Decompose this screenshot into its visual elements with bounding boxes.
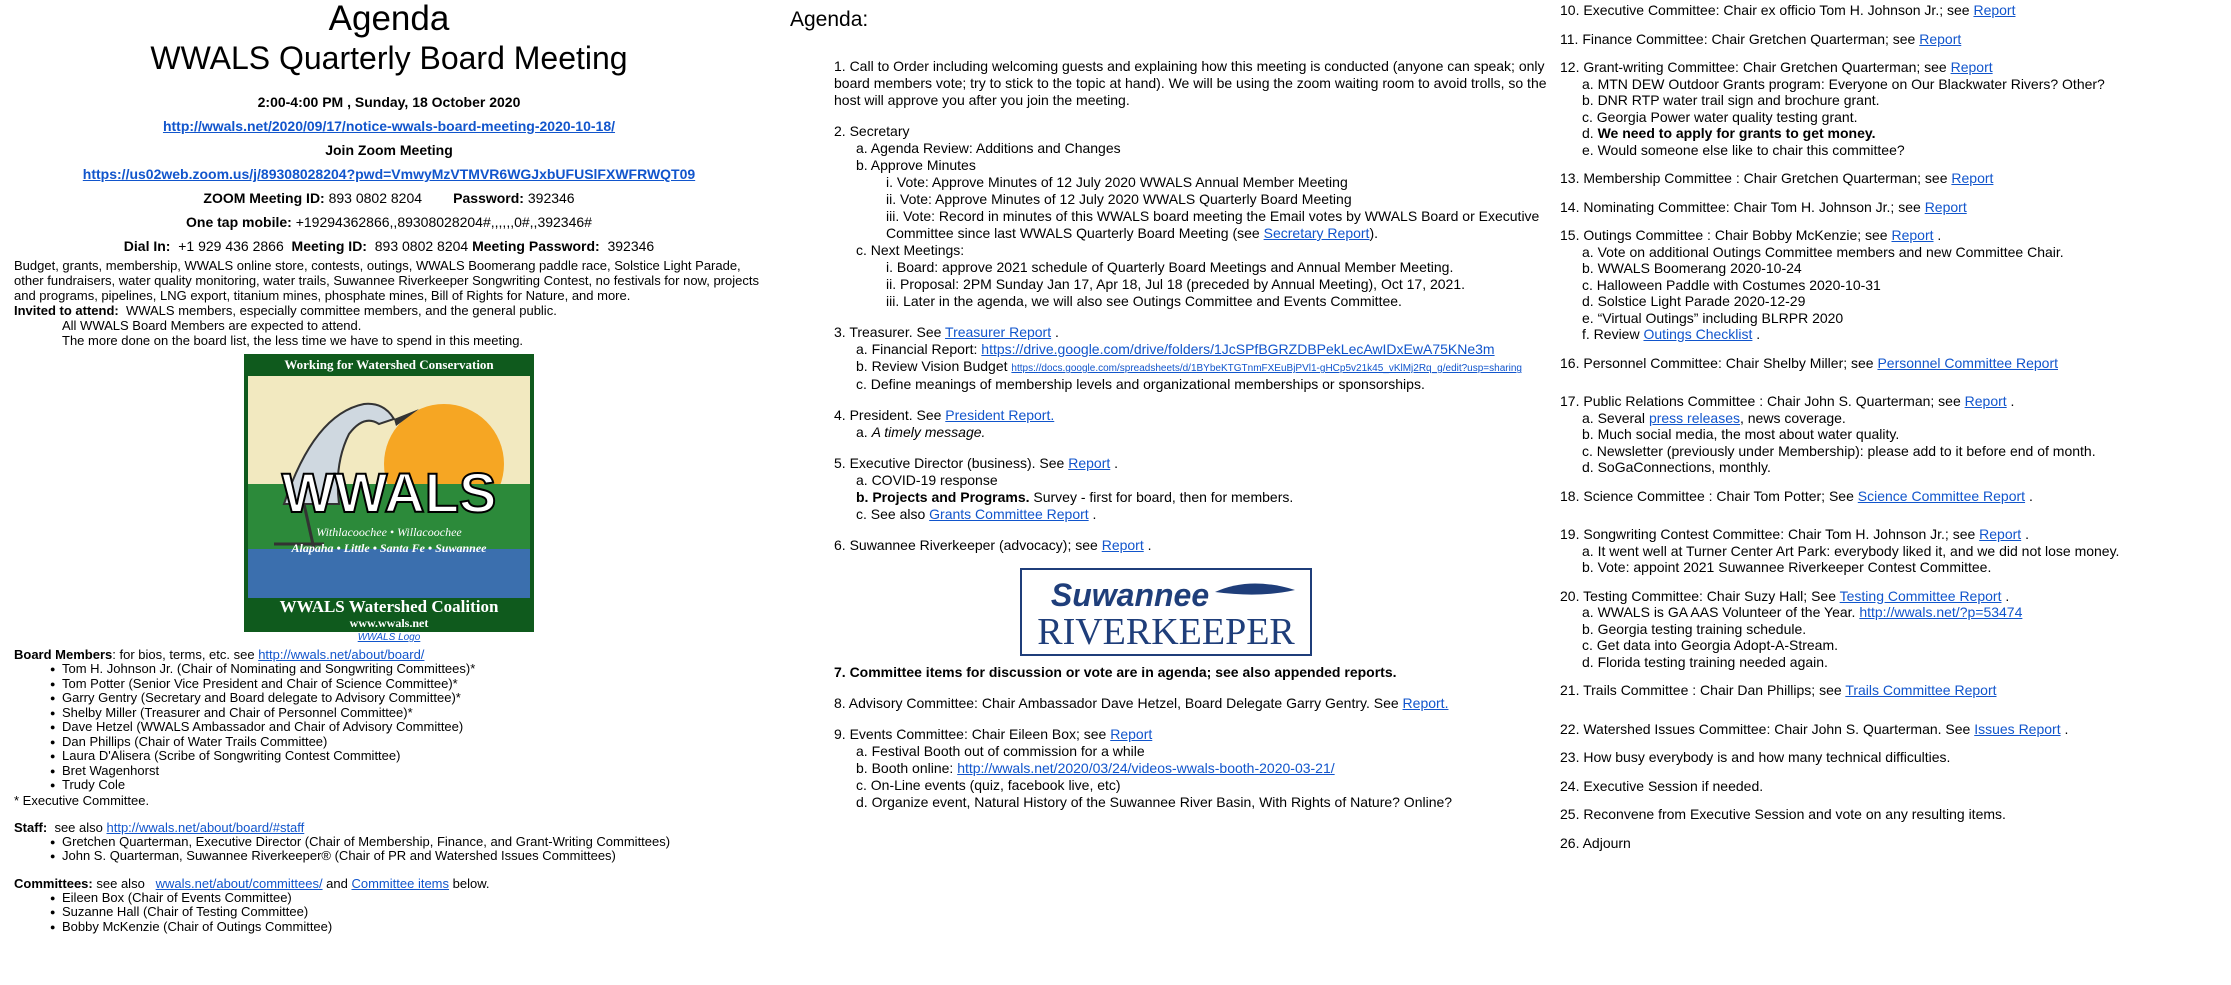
exec-note: * Executive Committee.: [14, 792, 150, 808]
list-item: ● Dan Phillips (Chair of Water Trails Committee): [14, 735, 764, 750]
list-item: ● Trudy Cole: [14, 778, 764, 793]
item-26: 26. Adjourn: [1560, 834, 1631, 851]
item-10: 10. Executive Committee: Chair ex officio Tom H. Johnson Jr.; see Report: [1560, 2, 2016, 18]
trails-report-link[interactable]: Trails Committee Report: [1845, 682, 1997, 698]
outings-report-link[interactable]: Report: [1891, 227, 1934, 243]
advisory-report-link[interactable]: Report.: [1402, 695, 1449, 711]
zoom-link[interactable]: https://us02web.zoom.us/j/89308028204?pwd=VmwyMzVTMVR6WGJxbUFUSlFXWFRWQT09: [82, 166, 696, 182]
ed-report-link[interactable]: Report: [1068, 455, 1111, 471]
testing-report-link[interactable]: Testing Committee Report: [1839, 587, 2002, 604]
dial-in: Dial In: +1 929 436 2866 Meeting ID: 893 0802 8204 Meeting Password: 392346: [123, 238, 655, 254]
item-18: 18. Science Committee : Chair Tom Potter; See Science Committee Report .: [1560, 487, 2033, 504]
middle-column: [790, 0, 1560, 825]
item-7: 7. Committee items for discussion or vote are in agenda; see also appended reports.: [834, 664, 1397, 680]
svg-text:RIVERKEEPER: RIVERKEEPER: [1037, 611, 1295, 653]
pr-report-link[interactable]: Report: [1964, 393, 2007, 409]
riverkeeper-report-link[interactable]: Report: [1101, 537, 1144, 553]
personnel-report-link[interactable]: Personnel Committee Report: [1877, 354, 2058, 371]
staff-list: [14, 835, 764, 864]
one-tap-mobile: One tap mobile: +19294362866,,89308028204#,,,,,,0#,,392346#: [186, 214, 592, 230]
board-link[interactable]: http://wwals.net/about/board/: [258, 647, 425, 662]
list-item: ● Gretchen Quarterman, Executive Director (Chair of Membership, Finance, and Grant-Writing Committees): [14, 835, 764, 850]
item-5: 5. Executive Director (business). See Report . a. COVID-19 response b. Projects and Programs. Survey - first for board, then for members. c. See also Grants Committee Report .: [834, 455, 1294, 522]
svg-text:Suwannee: Suwannee: [1050, 577, 1210, 613]
svg-text:www.wwals.net: www.wwals.net: [349, 616, 429, 630]
logo-bottom-text: WWALS Watershed Coalition: [279, 597, 499, 616]
financial-report-link[interactable]: https://drive.google.com/drive/folders/1JcSPfBGRZDBPekLecAwIDxEwA75KNe3m: [981, 341, 1495, 357]
logo-top-text: Working for Watershed Conservation: [284, 357, 494, 372]
list-item: ● Shelby Miller (Treasurer and Chair of Personnel Committee)*: [14, 706, 764, 721]
item-16: 16. Personnel Committee: Chair Shelby Miller; see Personnel Committee Report: [1560, 354, 2058, 371]
songwriting-report-link[interactable]: Report: [1979, 526, 2022, 542]
list-item: ● Suzanne Hall (Chair of Testing Committee): [14, 905, 764, 920]
list-item: ● Bobby McKenzie (Chair of Outings Committee): [14, 920, 764, 935]
item-3: 3. Treasurer. See Treasurer Report . a. Financial Report: https://drive.google.com/drive/folders/1JcSPfBGRZDBPekLecAwIDxEwA75KNe3m b. Review Vision Budget https://docs.google.com/spreadsheets/d/1BYbeKTGTnmFXEuBjPVl1-gHCp5v21k45_vKlMj2Rq_g/edit?usp=sharing c. Define meanings of membership levels and organizational memberships or sponsorships.: [834, 324, 1522, 392]
committees-list: [14, 891, 764, 935]
item-21: 21. Trails Committee : Chair Dan Phillips; see Trails Committee Report: [1560, 682, 1997, 698]
list-item: ● Eileen Box (Chair of Events Committee): [14, 891, 764, 906]
item-15: 15. Outings Committee : Chair Bobby McKenzie; see Report . a. Vote on additional Outings Committee members and new Committee Chair. b. WWALS Boomerang 2020-10-24 c. Halloween Paddle with Costumes 2020-10-31 d. Solstice Light Parade 2020-12-29 e. “Virtual Outings” including BLRPR 2020 f. Review Outings Checklist .: [1560, 227, 2064, 342]
invite-note-1: All WWALS Board Members are expected to attend.: [62, 318, 362, 333]
logo-caption-link[interactable]: WWALS Logo: [357, 632, 421, 643]
nominating-report-link[interactable]: Report: [1924, 198, 1967, 215]
grants-committee-report-link[interactable]: Grants Committee Report: [929, 506, 1089, 522]
science-report-link[interactable]: Science Committee Report: [1857, 487, 2026, 504]
item-20: 20. Testing Committee: Chair Suzy Hall; See Testing Committee Report . a. WWALS is GA AAS Volunteer of the Year. http://wwals.net/?p=53474 b. Georgia testing training schedule. c. Get data into Georgia Adopt-A-Stream. d. Florida testing training needed again.: [1560, 587, 2023, 670]
item-11: 11. Finance Committee: Chair Gretchen Quarterman; see Report: [1560, 30, 1962, 47]
board-list: [14, 662, 764, 793]
join-zoom-heading: Join Zoom Meeting: [325, 142, 453, 158]
item-12: 12. Grant-writing Committee: Chair Gretchen Quarterman; see Report a. MTN DEW Outdoor Grants program: Everyone on Our Blackwater Rivers? Other? b. DNR RTP water trail sign and brochure grant. c. Georgia Power water quality testing grant. d. We need to apply for grants to get money. e. Would someone else like to chair this committee?: [1560, 59, 2105, 158]
staff-link[interactable]: http://wwals.net/about/board/#staff: [106, 819, 305, 835]
grant-report-link[interactable]: Report: [1950, 59, 1993, 75]
treasurer-report-link[interactable]: Treasurer Report: [945, 324, 1052, 340]
vision-budget-link[interactable]: https://docs.google.com/spreadsheets/d/1BYbeKTGTnmFXEuBjPVl1-gHCp5v21k45_vKlMj2Rq_g/edit?usp=sharing: [1011, 363, 1522, 374]
svg-text:Withlacoochee • Willacoochee: Withlacoochee • Willacoochee: [316, 525, 462, 539]
secretary-report-link[interactable]: Secretary Report: [1263, 225, 1370, 241]
press-releases-link[interactable]: press releases: [1648, 409, 1740, 426]
item-14: 14. Nominating Committee: Chair Tom H. Johnson Jr.; see Report: [1560, 198, 1967, 215]
list-item: ● Laura D'Alisera (Scribe of Songwriting Contest Committee): [14, 749, 764, 764]
volunteer-award-link[interactable]: http://wwals.net/?p=53474: [1859, 604, 2023, 620]
right-column: [1560, 2, 2225, 863]
membership-report-link[interactable]: Report: [1951, 170, 1994, 186]
item-8: 8. Advisory Committee: Chair Ambassador Dave Hetzel, Board Delegate Garry Gentry. See Report.: [834, 695, 1449, 711]
page-title: Agenda: [328, 0, 450, 38]
notice-link[interactable]: http://wwals.net/2020/09/17/notice-wwals-board-meeting-2020-10-18/: [162, 118, 616, 134]
item-1: 1. Call to Order including welcoming guests and explaining how this meeting is conducted (anyone can speak; only board members vote; try to stick to the topic at hand). We will be using the zoom waiting room to avoid trolls, so the host will approve you after you join the meeting.: [834, 58, 1547, 108]
invited-line: Invited to attend: WWALS members, especially committee members, and the general public.: [14, 303, 557, 318]
president-report-link[interactable]: President Report.: [945, 407, 1055, 423]
list-item: ● Bret Wagenhorst: [14, 764, 764, 779]
staff-heading: Staff: see also http://wwals.net/about/board/#staff: [14, 819, 305, 835]
item-4: 4. President. See President Report. a. A timely message.: [834, 407, 1055, 440]
topics-paragraph: Budget, grants, membership, WWALS online store, contests, outings, WWALS Boomerang paddle race, Solstice Light Parade, other fundraisers, water quality monitoring, water trails, Suwannee Riverkeeper Songwriting Contest, no festivals for now, projects and programs, pipelines, LNG export, titanium mines, phosphate mines, Bill of Rights for Nature, and more.: [14, 258, 759, 303]
list-item: ● John S. Quarterman, Suwannee Riverkeeper® (Chair of PR and Watershed Issues Committees): [14, 849, 764, 864]
page-subtitle: WWALS Quarterly Board Meeting: [150, 40, 628, 76]
wwals-logo[interactable]: [244, 354, 534, 632]
svg-text:Alapaha • Little • Santa Fe •: Alapaha • Little • Santa Fe • Suwannee: [291, 541, 487, 555]
list-item: ● Tom H. Johnson Jr. (Chair of Nominating and Songwriting Committees)*: [14, 662, 764, 677]
item-22: 22. Watershed Issues Committee: Chair John S. Quarterman. See Issues Report .: [1560, 720, 2069, 737]
item-19: 19. Songwriting Contest Committee: Chair Tom H. Johnson Jr.; see Report . a. It went well at Turner Center Art Park: everybody liked it, and we did not lose money. b. Vote: appoint 2021 Suwannee Riverkeeper Contest Committee.: [1560, 526, 2120, 575]
item-17: 17. Public Relations Committee : Chair John S. Quarterman; see Report . a. Several press releases, news coverage. b. Much social media, the most about water quality. c. Newsletter (previously under Membership): please add to it before end of month. d. SoGaConnections, monthly.: [1560, 393, 2096, 475]
outings-checklist-link[interactable]: Outings Checklist: [1643, 326, 1753, 342]
suwannee-riverkeeper-logo: [1020, 568, 1312, 656]
events-report-link[interactable]: Report: [1110, 726, 1153, 742]
committee-items-link[interactable]: Committee items: [351, 875, 450, 891]
issues-report-link[interactable]: Issues Report: [1974, 720, 2061, 737]
committees-link[interactable]: wwals.net/about/committees/: [155, 875, 323, 891]
item-24: 24. Executive Session if needed.: [1560, 777, 1764, 794]
finance-report-link[interactable]: Report: [1919, 30, 1962, 47]
invite-note-2: The more done on the board list, the less time we have to spend in this meeting.: [62, 333, 524, 348]
board-members-heading: Board Members: for bios, terms, etc. see http://wwals.net/about/board/: [14, 647, 425, 662]
item-2: 2. Secretary a. Agenda Review: Additions and Changes b. Approve Minutes i. Vote: Approve Minutes of 12 July 2020 WWALS Annual Member Meeting ii. Vote: Approve Minutes of 12 July 2020 WWALS Quarterly Board Meeting iii. Vote: Record in minutes of this WWALS board meeting the Email votes by WWALS Board or Executive Committee since last WWALS Quarterly Board Meeting (see Secretary Report). c. Next Meetings: i. Board: approve 2021 schedule of Quarterly Board Meetings and Annual Member Meeting. ii. Proposal: 2PM Sunday Jan 17, Apr 18, Jul 18 (preceded by Annual Meeting), Oct 17, 2021. iii. Later in the agenda, we will also see Outings Committee and Events Committee.: [834, 123, 1540, 309]
list-item: ● Garry Gentry (Secretary and Board delegate to Advisory Committee)*: [14, 691, 764, 706]
booth-video-link[interactable]: http://wwals.net/2020/03/24/videos-wwals-booth-2020-03-21/: [957, 760, 1335, 776]
item-25: 25. Reconvene from Executive Session and vote on any resulting items.: [1560, 806, 2006, 822]
zoom-meeting-id: ZOOM Meeting ID: 893 0802 8204 Password: 392346: [203, 190, 575, 206]
logo-name: WWALS: [281, 461, 497, 524]
list-item: ● Tom Potter (Senior Vice President and Chair of Science Committee)*: [14, 677, 764, 692]
item-23: 23. How busy everybody is and how many technical difficulties.: [1560, 749, 1951, 765]
item-6: 6. Suwannee Riverkeeper (advocacy); see Report .: [834, 537, 1152, 553]
item-9: 9. Events Committee: Chair Eileen Box; see Report a. Festival Booth out of commission for a while b. Booth online: http://wwals.net/2020/03/24/videos-wwals-booth-2020-03-21/ c. On-Line events (quiz, facebook live, etc) d. Organize event, Natural History of the Suwannee River Basin, With Rights of Nature? Online?: [834, 726, 1453, 810]
executive-report-link[interactable]: Report: [1973, 2, 2016, 18]
committees-heading: Committees: see also wwals.net/about/committees/ and Committee items below.: [14, 875, 490, 891]
list-item: ● Dave Hetzel (WWALS Ambassador and Chair of Advisory Committee): [14, 720, 764, 735]
meeting-time: 2:00-4:00 PM , Sunday, 18 October 2020: [257, 94, 521, 110]
agenda-heading: Agenda:: [790, 8, 869, 31]
item-13: 13. Membership Committee : Chair Gretchen Quarterman; see Report: [1560, 170, 1994, 186]
left-column: [14, 0, 764, 934]
